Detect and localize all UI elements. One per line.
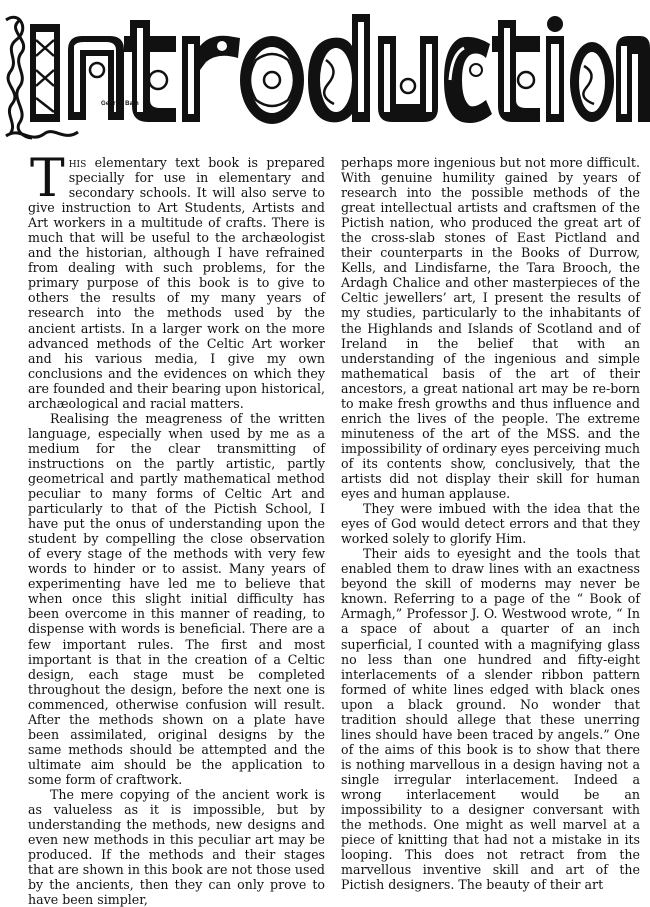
left-knotwork-border: [6, 17, 32, 138]
opening-smallcaps: his: [68, 155, 87, 170]
paragraph-aids: Their aids to eyesight and the tools that enabled them to draw lines with an exactness beyond the skill of moderns may never be known. Referring to a page of the “ Book of Armagh,” Professor J. O. Westwood wrote, “ In a space of about a quarter of an inch superficial, I counted with a magnifying glass no less than one hundred and fifty-eight interlacements of a slender ribbon pattern formed of white lines edged with black ones upon a black ground. No wonder that tradition should allege that these unerring lines should have been traced by angels.” One of the aims of this book is to show that there is nothing marvellous in a design having not a single irregular interlacement. Indeed a wrong interlacement would be an impossibility to a designer conversant with the methods. One might as well marvel at a piece of knitting that had not a mistake in its looping. This does not retract from the marvellous inventive skill and art of the Pictish designers. The beauty of their art: [341, 546, 640, 893]
paragraph-continuation: perhaps more ingenious but not more difficult. With genuine humility gained by years of research into the possible methods of the great intellectual artists and craftsmen of the Pictish nation, who produced the great art of the cross-slab stones of East Pictland and their counterparts in the Books of Durrow, Kells, and Lindisfarne, the Tara Brooch, the Ardagh Chalice and other masterpieces of the Celtic jewellers’ art, I present the results of my studies, particularly to the inhabitants of the Highlands and Islands of Scotland and of Ireland in the belief that with an understanding of the ingenious and simple mathematical basis of the art of their ancestors, a great national art may be re-born to make fresh growths and thus influence and enrich the lives of the people. The extreme minuteness of the art of the MSS. and the impossibility of ordinary eyes perceiving much of its contents show, conclusively, that the artists did not display their skill for human eyes and human applause.: [341, 155, 640, 502]
title-letters: [30, 14, 650, 124]
paragraph-copying: The mere copying of the ancient work is as valueless as it is impossible, but by understanding the methods, new designs and even new methods in this peculiar art may be produced. If the methods and their stages that are shown in this book are not those used by the ancients, then they can only prove to have been simpler,: [28, 786, 325, 907]
paragraph-imbued: They were imbued with the idea that the eyes of God would detect errors and that they worked solely to glorify Him.: [341, 501, 640, 547]
title-banner: [0, 0, 650, 145]
right-text-column: [341, 155, 640, 892]
paragraph-realising: Realising the meagreness of the written language, especially when used by me as a medium for the clear transmitting of instructions on the partly artistic, partly geometrical and partly mathematical method peculiar to many forms of Celtic Art and particularly to that of the Pictish School, I have put the onus of understanding upon the student by compelling the close observation of every stage of the methods with very few words to hinder or to assist. Many years of experimenting have led me to believe that when once this slight initial difficulty has been overcome in this manner of reading, to dispense with words is beneficial. There are a few important rules. The first and most important is that in the creation of a Celtic design, each stage must be completed throughout the design, before the next one is commenced, otherwise confusion will result. After the methods shown on a plate have been assimilated, original designs by the same methods should be attempted and the ultimate aim should be the application to some form of craftwork.: [28, 410, 325, 787]
paragraph-intro-text: elementary text book is prepared specially for use in elementary and secondary schools. It will also serve to give instruction to Art Students, Artists and Art workers in a multitude of crafts. There is much that will be useful to the archæologist and the historian, although I have refrained from dealing with such problems, for the primary purpose of this book is to give to others the results of my many years of research into the methods used by the ancient artists. In a larger work on the more advanced methods of the Celtic Art worker and his various media, I give my own conclusions and the evidences on which they are founded and their bearing upon historical, archæological and racial matters.: [28, 155, 325, 411]
bottom-knot-flourish: [6, 132, 78, 137]
paragraph-intro: [28, 149, 325, 411]
celtic-title-lettering: [0, 0, 650, 145]
artist-signature: George Bain: [101, 101, 139, 107]
left-text-column: [28, 149, 325, 907]
drop-cap: T: [30, 149, 65, 209]
